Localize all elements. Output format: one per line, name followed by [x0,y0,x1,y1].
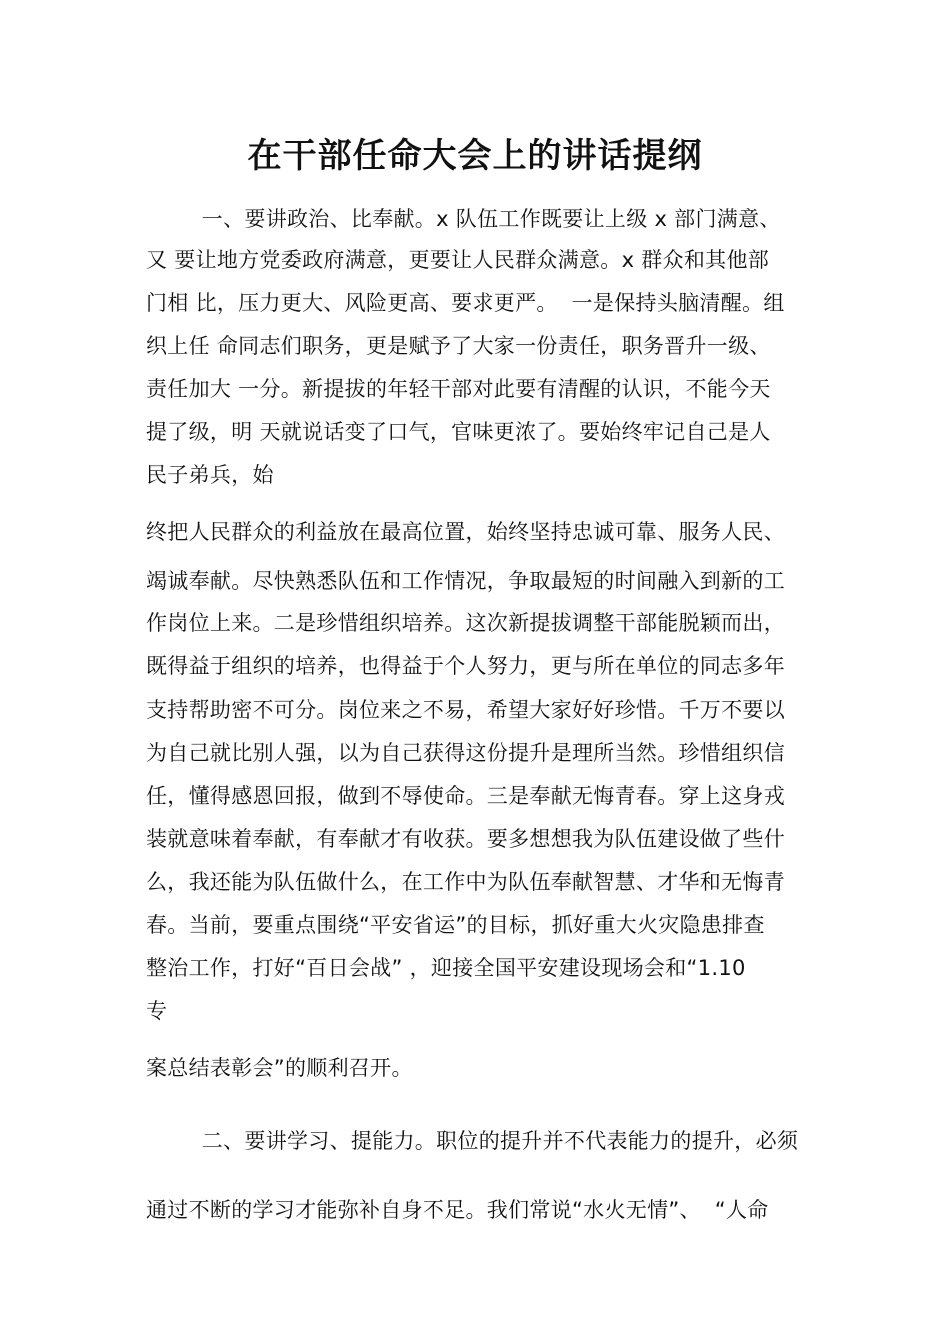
text-line: 装就意味着奉献，有奉献才有收获。要多想想我为队伍建设做了些什 [146,827,785,851]
text-line: 么，我还能为队伍做什么，在工作中为队伍奉献智慧、才华和无悔青 [146,870,785,894]
text-line: 责任加大 一分。新提拔的年轻干部对此要有清醒的认识，不能今天 [146,377,771,401]
text-line: 终把人民群众的利益放在最高位置，始终坚持忠诚可靠、服务人民、 [146,520,785,544]
text-line: 既得益于组织的培养，也得益于个人努力，更与所在单位的同志多年 [146,654,785,678]
text-line: 整治工作，打好“百日会战” ，迎接全国平安建设现场会和“1.10 [146,956,746,980]
text-line: 提了级，明 天就说话变了口气，官味更浓了。要始终牢记自己是人 [146,420,771,444]
text-line: 专 [146,999,168,1023]
text-line: 为自己就比别人强，以为自己获得这份提升是理所当然。珍惜组织信 [146,741,785,765]
document-title: 在干部任命大会上的讲话提纲 [247,136,703,176]
text-line: 任，懂得感恩回报，做到不辱使命。三是奉献无悔青春。穿上这身戎 [146,784,785,808]
text-line: 案总结表彰会”的顺利召开。 [146,1056,413,1080]
text-line: 二、要讲学习、提能力。职位的提升并不代表能力的提升，必须 [146,1129,799,1153]
text-line: 又 要让地方党委政府满意，更要让人民群众满意。x 群众和其他部 [146,248,770,272]
text-line: 支持帮助密不可分。岗位来之不易，希望大家好好珍惜。千万不要以 [146,698,785,722]
text-line: 作岗位上来。二是珍惜组织培养。这次新提拔调整干部能脱颖而出， [146,611,785,635]
text-line: 通过不断的学习才能弥补自身不足。我们常说“水火无情”、 “人命 [146,1198,769,1222]
text-line: 门相 比，压力更大、风险更高、要求更严。 一是保持头脑清醒。组 [146,291,785,315]
text-line: 织上任 命同志们职务，更是赋予了大家一份责任，职务晋升一级、 [146,334,771,358]
text-line: 竭诚奉献。尽快熟悉队伍和工作情况，争取最短的时间融入到新的工 [146,569,785,593]
text-line: 春。当前，要重点围绕“平安省运”的目标，抓好重大火灾隐患排查 [146,913,765,937]
text-line: 民子弟兵，始 [146,463,274,487]
text-line: 一、要讲政治、比奉献。x 队伍工作既要让上级 x 部门满意、 [146,207,781,231]
